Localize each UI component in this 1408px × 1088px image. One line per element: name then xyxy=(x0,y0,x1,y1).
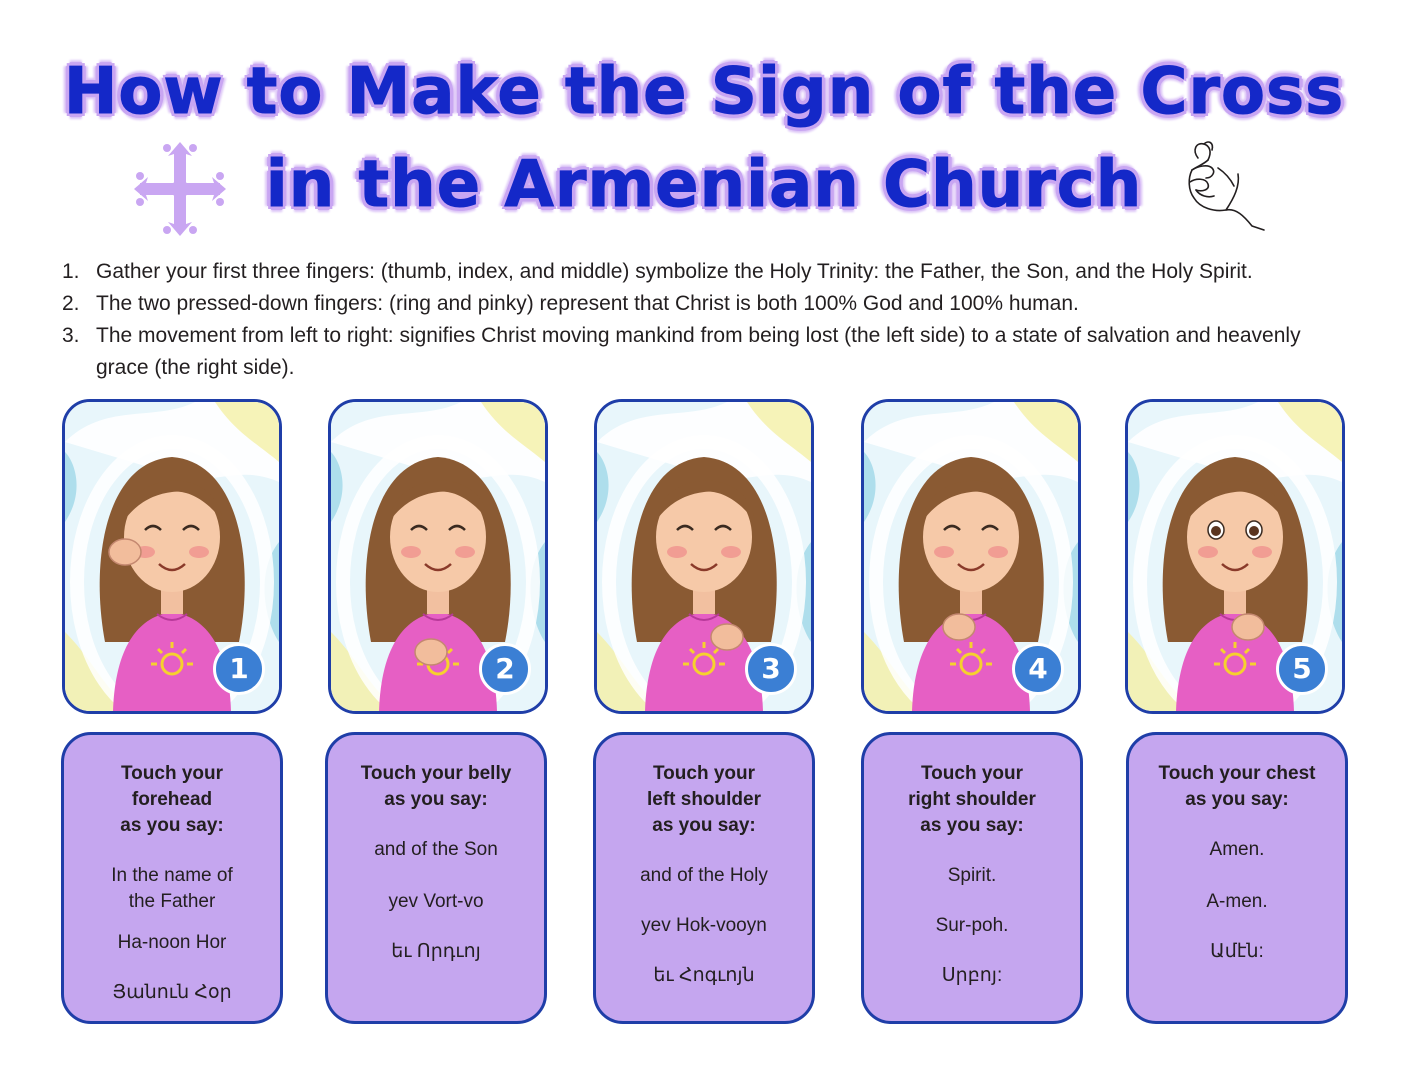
instruction-number: 1. xyxy=(62,260,80,283)
step-english: In the name of the Father xyxy=(111,865,233,912)
step-instruction: Touch your chest as you say: xyxy=(1158,763,1316,810)
instruction-text: The two pressed-down fingers: (ring and pinky) represent that Christ is both 100% God and 100% human. xyxy=(96,292,1079,315)
step-instruction: Touch your left shoulder as you say: xyxy=(646,763,761,836)
step-armenian: եւ Հոգւոյն xyxy=(653,965,755,986)
step-3-illustration xyxy=(594,399,814,714)
page-title-line-2: in the Armenian Church xyxy=(265,148,1143,222)
step-transliteration: Ha-noon Hor xyxy=(117,932,227,953)
step-number-badge: 1 xyxy=(213,643,265,695)
step-1-card xyxy=(61,732,283,1024)
instruction-number: 3. xyxy=(62,324,80,347)
instruction-number: 2. xyxy=(62,292,80,315)
step-transliteration: yev Vort-vo xyxy=(388,891,484,912)
step-transliteration: A-men. xyxy=(1206,891,1268,912)
step-3-card xyxy=(593,732,815,1024)
page-title-line-1: How to Make the Sign of the Cross xyxy=(63,55,1345,129)
step-armenian: Ամէն: xyxy=(1210,941,1264,962)
step-4-card xyxy=(861,732,1083,1024)
step-number-badge: 5 xyxy=(1276,643,1328,695)
step-armenian: Սրբոյ: xyxy=(941,965,1003,986)
step-instruction: Touch your forehead as you say: xyxy=(120,763,224,836)
step-instruction: Touch your belly as you say: xyxy=(360,763,512,810)
step-2-card xyxy=(325,732,547,1024)
step-5-illustration xyxy=(1125,399,1345,714)
step-5-card xyxy=(1126,732,1348,1024)
step-armenian: Յանուն Հօր xyxy=(112,982,232,1003)
step-2-illustration xyxy=(328,399,548,714)
step-english: Spirit. xyxy=(947,865,997,886)
step-4-illustration xyxy=(861,399,1081,714)
step-1-illustration xyxy=(62,399,282,714)
step-transliteration: Sur-poh. xyxy=(935,915,1009,936)
step-number-badge: 2 xyxy=(479,643,531,695)
instruction-text: Gather your first three fingers: (thumb, index, and middle) symbolize the Holy Trinity: the Father, the Son, and the Holy Spirit. xyxy=(96,260,1253,283)
step-english: and of the Son xyxy=(374,839,498,860)
step-english: Amen. xyxy=(1209,839,1265,860)
step-instruction: Touch your right shoulder as you say: xyxy=(908,763,1036,836)
step-english: and of the Holy xyxy=(640,865,768,886)
step-number-badge: 3 xyxy=(745,643,797,695)
step-armenian: եւ Որդւոյ xyxy=(391,941,481,962)
step-number-badge: 4 xyxy=(1012,643,1064,695)
instruction-text: The movement from left to right: signifies Christ moving mankind from being lost (the left side) to a state of salvation and heavenly grace (the right side). xyxy=(96,324,1301,379)
step-transliteration: yev Hok-vooyn xyxy=(641,915,767,936)
